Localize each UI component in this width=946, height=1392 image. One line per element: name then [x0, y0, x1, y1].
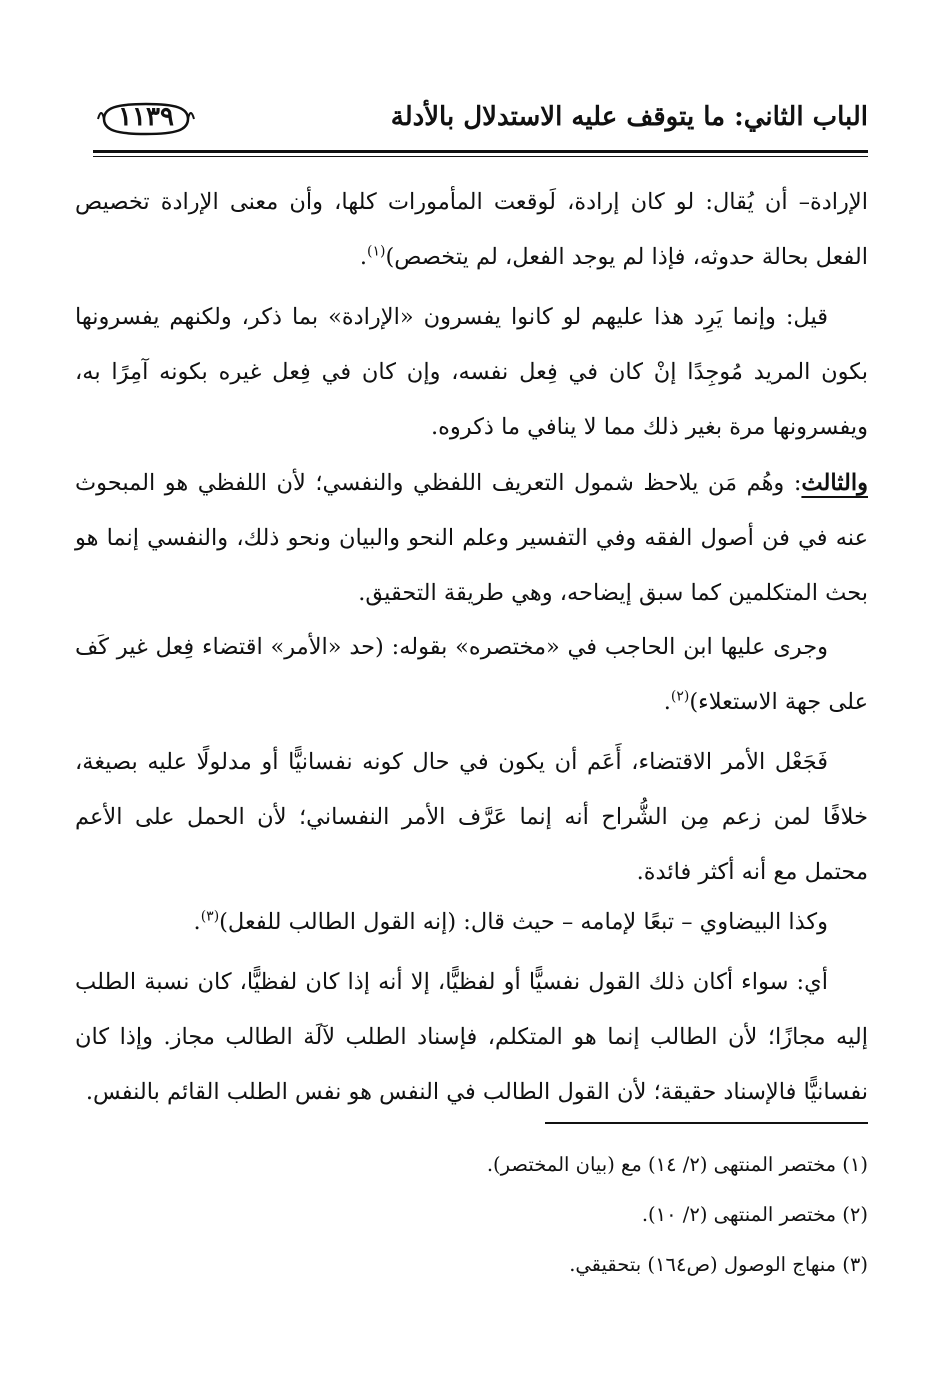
footnote-separator [545, 1122, 868, 1124]
paragraph-end: . [359, 244, 367, 270]
page-number-badge [96, 100, 196, 138]
footnote-3: (٣) منهاج الوصول (ص١٦٤) بتحقيقي. [569, 1253, 868, 1276]
footnote-ref-2[interactable]: (٢) [670, 688, 690, 705]
chapter-title: الباب الثاني: ما يتوقف عليه الاستدلال بالأدلة [390, 102, 868, 132]
paragraph-text: الإرادة– أن يُقال: لو كان إرادة، لَوقعت المأمورات كلها، وأن معنى الإرادة تخصيص الفعل بحالة حدوثه، فإذا لم يوجد الفعل، لم يتخصص) [75, 189, 868, 270]
footnote-2: (٢) مختصر المنتهى (٢/ ١٠). [641, 1203, 868, 1226]
paragraph-text: وكذا البيضاوي – تبعًا لإمامه – حيث قال: (إنه القول الطالب للفعل) [219, 909, 828, 935]
paragraph-end: . [193, 909, 201, 935]
paragraph-text: أي: سواء أكان ذلك القول نفسيًّا أو لفظيًّا، إلا أنه إذا كان لفظيًّا، كان نسبة الطلب إليه مجازًا؛ لأن الطالب إنما هو المتكلم، فإسناد الطلب لآلَة الطالب مجاز. وإذا كان نفسانيًّا فالإسناد حقيقة؛ لأن القول الطالب في النفس هو نفس الطلب القائم بالنفس. [75, 969, 868, 1105]
page-number: ١١٣٩ [118, 102, 174, 132]
paragraph-2 [75, 290, 868, 455]
footnote-ref-3[interactable]: (٣) [200, 908, 220, 925]
paragraph-7 [75, 955, 868, 1120]
footnote-ref-1[interactable]: (١) [366, 243, 386, 260]
running-header [88, 96, 868, 146]
footnote-1: (١) مختصر المنتهى (٢/ ١٤) مع (بيان المختصر). [486, 1153, 868, 1176]
section-lead-word: والثالث [801, 470, 868, 496]
paragraph-4 [75, 620, 868, 730]
paragraph-6 [75, 895, 868, 950]
header-rule-thick [93, 150, 868, 153]
paragraph-1 [75, 175, 868, 285]
paragraph-text: فَجَعْل الأمر الاقتضاء، أَعَم أن يكون في حال كونه نفسانيًّا أو مدلولًا عليه بصيغة، خلافًا لمن زعم مِن الشُّراح أنه إنما عَرَّف الأمر النفساني؛ لأن الحمل على الأعم محتمل مع أنه أكثر فائدة. [75, 749, 868, 885]
paragraph-text: قيل: وإنما يَرِد هذا عليهم لو كانوا يفسرون «الإرادة» بما ذكر، ولكنهم يفسرونها بكون المريد مُوجِدًا إنْ كان في فِعل نفسه، وإن كان في فِعل غيره بكونه آمِرًا به، ويفسرونها مرة بغير ذلك مما لا ينافي ما ذكروه. [75, 304, 868, 440]
paragraph-text: وجرى عليها ابن الحاجب في «مختصره» بقوله: (حد «الأمر» اقتضاء فِعل غير كَف على جهة الاستعلاء) [75, 634, 868, 715]
header-rule-thin [93, 156, 868, 157]
paragraph-5 [75, 735, 868, 900]
paragraph-3 [75, 456, 868, 621]
paragraph-end: . [663, 689, 671, 715]
paragraph-text: : وهُم مَن يلاحظ شمول التعريف اللفظي والنفسي؛ لأن اللفظي هو المبحوث عنه في فن أصول الفقه وفي التفسير وعلم النحو والبيان ونحو ذلك، والنفسي إنما هو بحث المتكلمين كما سبق إيضاحه، وهي طريقة التحقيق. [75, 470, 868, 606]
